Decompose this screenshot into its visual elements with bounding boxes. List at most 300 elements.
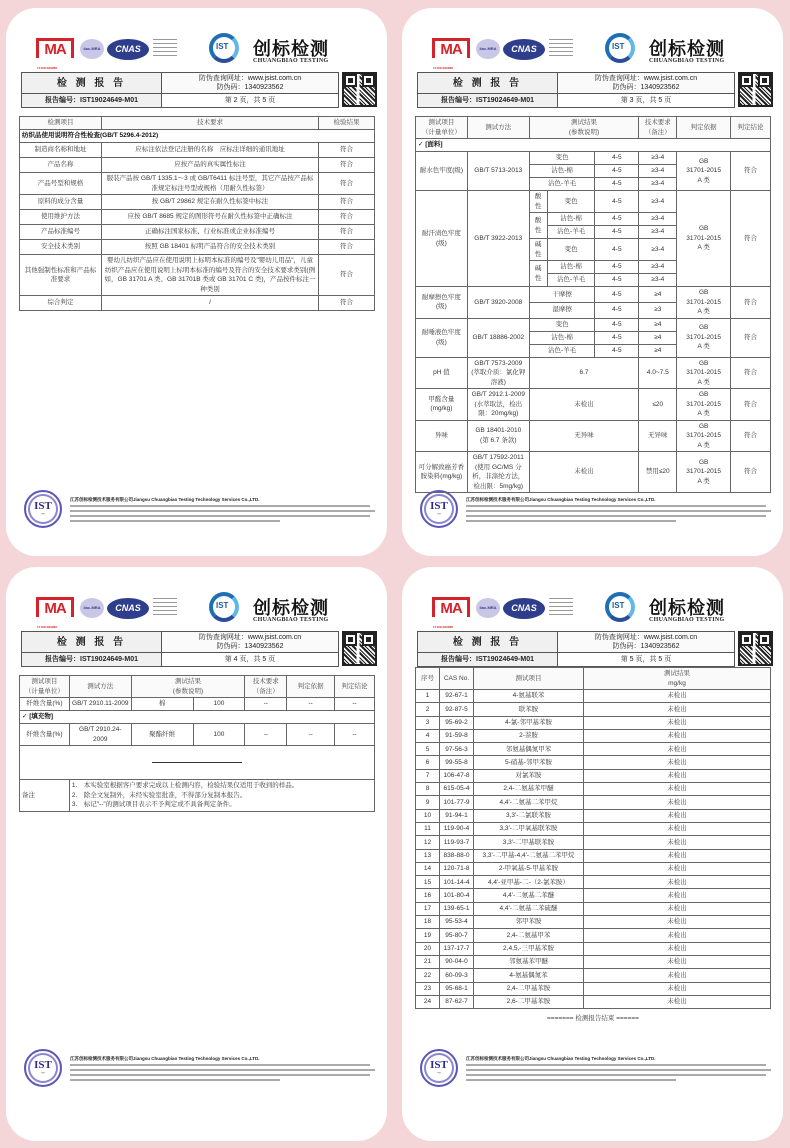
table-cell: 3,3'-二甲氧基联苯胺 xyxy=(474,822,584,835)
table-cell: 16 xyxy=(416,889,440,902)
table-cell: 4-5 xyxy=(595,165,639,178)
column-header: 测试项目 xyxy=(474,668,584,690)
table-cell: 20 xyxy=(416,942,440,955)
table-cell: 未检出 xyxy=(584,836,771,849)
table-cell: 耐唾液色牢度 (级) xyxy=(416,318,468,357)
table-cell: 耐水色牢度(级) xyxy=(416,152,468,191)
report-header-box xyxy=(417,631,735,667)
table-row xyxy=(416,769,771,782)
table-cell: 4-5 xyxy=(595,331,639,344)
table-cell: 95-69-2 xyxy=(440,716,474,729)
table-cell: 未检出 xyxy=(584,929,771,942)
table-cell: 异味 xyxy=(416,420,468,452)
table-cell: ≥3-4 xyxy=(639,165,677,178)
table-cell: 2-萘胺 xyxy=(474,729,584,742)
table-cell: 符合 xyxy=(319,225,375,240)
azo-amine-table xyxy=(415,667,771,1009)
table-row xyxy=(416,822,771,835)
column-header: 判定依据 xyxy=(287,676,335,698)
table-cell: 变色 xyxy=(547,239,595,261)
table-cell: 2,4-二甲基苯胺 xyxy=(474,982,584,995)
table-cell: 95-68-1 xyxy=(440,982,474,995)
table-cell: ≥3 xyxy=(639,302,677,318)
table-cell: 未检出 xyxy=(584,716,771,729)
table-cell: 耐汗渍色牢度 (级) xyxy=(416,191,468,287)
divider xyxy=(152,762,242,763)
table-cell: GB/T 17592-2011 (使用 GC/MS 分析，非涤纶方法，检出限：5mg/kg) xyxy=(467,452,529,493)
table-cell: 3,3'-二甲基-4,4'-二氨基二苯甲烷 xyxy=(474,849,584,862)
table-cell: 60-09-3 xyxy=(440,969,474,982)
ist-seal-icon: IST ━━ xyxy=(420,1049,458,1087)
table-cell: 碱性 xyxy=(529,239,547,261)
table-cell: GB 31701-2015 A 类 xyxy=(677,318,731,357)
table-cell: 未检出 xyxy=(584,756,771,769)
table-cell: ≥3-4 xyxy=(639,226,677,239)
ist-logo-icon: IST xyxy=(209,33,239,63)
table-cell: 应按产品的真实属性标注 xyxy=(102,158,319,173)
report-header-box xyxy=(21,72,339,108)
cma-logo: MA 171011340288 xyxy=(36,597,74,617)
table-row xyxy=(416,287,771,303)
ist-seal-icon: IST ━━ xyxy=(24,1049,62,1087)
page-number: 第 2 页，共 5 页 xyxy=(224,97,276,104)
section-fabric: ✓ [面料] xyxy=(416,139,771,152)
cnas-caption xyxy=(549,39,573,59)
column-header: CAS No. xyxy=(440,668,474,690)
table-cell: 未检出 xyxy=(529,452,639,493)
cnas-logo: CNAS xyxy=(503,39,545,60)
table-cell: ≤20 xyxy=(639,389,677,421)
table-cell: 19 xyxy=(416,929,440,942)
column-header: 技术要求 （备注） xyxy=(245,676,287,698)
table-row xyxy=(416,995,771,1008)
table-row xyxy=(20,143,375,158)
table-cell: 5 xyxy=(416,743,440,756)
table-row xyxy=(416,876,771,889)
table-row xyxy=(20,225,375,240)
table-cell: 未检出 xyxy=(584,955,771,968)
section-filling: ✓ [填充物] xyxy=(20,711,375,724)
table-cell: 100 xyxy=(193,724,245,746)
table-row xyxy=(416,420,771,452)
brand-name: 创标检测 xyxy=(253,598,329,618)
table-cell: 未检出 xyxy=(584,942,771,955)
table-cell: 备注 xyxy=(20,780,70,812)
table-cell: 92-67-1 xyxy=(440,690,474,703)
table-cell: -- xyxy=(287,698,335,711)
footer xyxy=(24,488,374,532)
table-cell: 22 xyxy=(416,969,440,982)
table-cell: 产品号型和规格 xyxy=(20,173,102,195)
page-number: 第 5 页，共 5 页 xyxy=(620,656,672,663)
table-cell: 119-93-7 xyxy=(440,836,474,849)
table-row xyxy=(416,969,771,982)
table-cell: 4-5 xyxy=(595,226,639,239)
table-cell: 符合 xyxy=(319,210,375,225)
table-cell: 137-17-7 xyxy=(440,942,474,955)
column-header: 测试结果 (参数说明) xyxy=(131,676,245,698)
table-cell: 91-94-1 xyxy=(440,809,474,822)
table-row xyxy=(416,729,771,742)
table-cell: 变色 xyxy=(529,152,595,165)
table-cell: 应标注依法登记注册的名称 应标注详细的通讯地址 xyxy=(102,143,319,158)
table-cell: 制造商名称和地址 xyxy=(20,143,102,158)
table-cell: 838-88-0 xyxy=(440,849,474,862)
qr-code[interactable] xyxy=(738,72,773,107)
column-header: 测试结果 mg/kg xyxy=(584,668,771,690)
table-cell: 耐摩擦色牢度 (级) xyxy=(416,287,468,319)
table-cell: 4-5 xyxy=(595,178,639,191)
table-cell: 酸性 xyxy=(529,191,547,213)
table-cell: 应按 GB/T 8685 规定的图形符号在耐久性标签中正确标注 xyxy=(102,210,319,225)
column-header: 测试结果 (参数说明) xyxy=(529,117,639,139)
table-cell: 6.7 xyxy=(529,357,639,389)
table-cell: 23 xyxy=(416,982,440,995)
table-cell: 干摩擦 xyxy=(529,287,595,303)
table-cell: 2,6-二甲基苯胺 xyxy=(474,995,584,1008)
footer xyxy=(24,1047,374,1091)
table-cell: 3 xyxy=(416,716,440,729)
table-row xyxy=(416,716,771,729)
ilac-mra-logo: ilac-MRA xyxy=(80,39,104,59)
table-cell: 4-5 xyxy=(595,274,639,287)
table-cell: ≥3-4 xyxy=(639,178,677,191)
table-cell: 4 xyxy=(416,729,440,742)
brand-name: 创标检测 xyxy=(649,598,725,618)
brand-name-en: CHUANGBIAO TESTING xyxy=(253,617,329,623)
table-row xyxy=(20,698,375,711)
table-cell: 未检出 xyxy=(584,969,771,982)
footer xyxy=(420,488,770,532)
table-cell: 服装产品按 GB/T 1335.1～3 或 GB/T6411 标注号型，其它产品按产品标准规定标注号型或规格（用耐久性标签） xyxy=(102,173,319,195)
table-row xyxy=(416,955,771,968)
fabric-test-table xyxy=(415,116,771,493)
table-cell: 沾色-棉 xyxy=(529,331,595,344)
table-cell: GB/T 3922-2013 xyxy=(467,191,529,287)
table-cell: 安全技术类别 xyxy=(20,240,102,255)
table-cell: 无异味 xyxy=(529,420,639,452)
table-row xyxy=(416,942,771,955)
table-row xyxy=(416,889,771,902)
table-row xyxy=(416,152,771,165)
table-cell: 2 xyxy=(416,703,440,716)
table-cell: 禁用≤20 xyxy=(639,452,677,493)
table-cell: 12 xyxy=(416,836,440,849)
table-cell: 符合 xyxy=(731,389,771,421)
table-row xyxy=(416,902,771,915)
table-cell: 4-5 xyxy=(595,152,639,165)
report-title: 检 测 报 告 xyxy=(22,632,162,653)
cma-logo: MA 171011340288 xyxy=(36,38,74,58)
brand-name: 创标检测 xyxy=(649,39,725,59)
table-cell: 101-80-4 xyxy=(440,889,474,902)
table-row xyxy=(416,849,771,862)
table-cell: ≥4 xyxy=(639,331,677,344)
separator-row xyxy=(20,746,375,780)
table-row xyxy=(20,195,375,210)
table-cell: ≥4 xyxy=(639,344,677,357)
table-cell: ≥3-4 xyxy=(639,274,677,287)
column-header: 判定结论 xyxy=(731,117,771,139)
table-row xyxy=(416,982,771,995)
column-header: 测试项目 （计量单位） xyxy=(20,676,70,698)
column-header: 判定依据 xyxy=(677,117,731,139)
table-cell: 未检出 xyxy=(584,703,771,716)
table-cell: 使用维护方法 xyxy=(20,210,102,225)
footer xyxy=(420,1047,770,1091)
table-cell: 符合 xyxy=(319,195,375,210)
cma-logo: MA 171011340288 xyxy=(432,597,470,617)
table-cell: 未检出 xyxy=(584,902,771,915)
table-cell: 符合 xyxy=(731,420,771,452)
table-row xyxy=(416,743,771,756)
table-cell: ≥3-4 xyxy=(639,213,677,226)
table-cell: 4,4'-二氨基二苯硫醚 xyxy=(474,902,584,915)
table-cell: 90-04-0 xyxy=(440,955,474,968)
report-page-2 xyxy=(6,8,387,556)
table-cell: 8 xyxy=(416,783,440,796)
table-cell: 87-62-7 xyxy=(440,995,474,1008)
table-cell: 4-5 xyxy=(595,302,639,318)
table-cell: 未检出 xyxy=(584,916,771,929)
table-cell: 原料的成分含量 xyxy=(20,195,102,210)
table-cell: 符合 xyxy=(731,318,771,357)
table-cell: 17 xyxy=(416,902,440,915)
table-cell: 沾色-棉 xyxy=(547,261,595,274)
table-cell: 未检出 xyxy=(584,982,771,995)
verify-info: 防伪查询网址：www.jsist.com.cn 防伪码：1340923562 xyxy=(162,632,338,653)
report-header-box xyxy=(417,72,735,108)
table-cell: 邻氨基偶氮甲苯 xyxy=(474,743,584,756)
table-cell: ≥3-4 xyxy=(639,239,677,261)
table-cell: pH 值 xyxy=(416,357,468,389)
table-cell: 4-5 xyxy=(595,344,639,357)
table-row xyxy=(416,929,771,942)
table-row xyxy=(416,690,771,703)
table-cell: 符合 xyxy=(319,255,375,296)
table-cell: 符合 xyxy=(319,296,375,311)
verify-info: 防伪查询网址：www.jsist.com.cn 防伪码：1340923562 xyxy=(558,632,734,653)
table-cell: 未检出 xyxy=(584,769,771,782)
table-cell: 4-氨基偶氮苯 xyxy=(474,969,584,982)
table-cell: 邻甲苯胺 xyxy=(474,916,584,929)
table-cell: 4-5 xyxy=(595,191,639,213)
fiber-content-table xyxy=(19,675,375,812)
column-header: 测试方法 xyxy=(69,676,131,698)
table-cell: 615-05-4 xyxy=(440,783,474,796)
table-row xyxy=(20,158,375,173)
table-cell: 4,4'-二氨基二苯甲烷 xyxy=(474,796,584,809)
table-cell: 97-56-3 xyxy=(440,743,474,756)
report-page-5 xyxy=(402,567,783,1141)
footer-company: 江苏创标检测技术服务有限公司Jiangsu Chuangbiao Testing Technology Services Co.,LTD. xyxy=(466,1056,656,1061)
table-cell: 4-5 xyxy=(595,239,639,261)
table-cell: -- xyxy=(335,698,375,711)
table-cell: 甲醛含量 (mg/kg) xyxy=(416,389,468,421)
table-cell: 15 xyxy=(416,876,440,889)
table-cell: 符合 xyxy=(319,240,375,255)
table-cell: 139-65-1 xyxy=(440,902,474,915)
table-cell: 纤维含量(%) xyxy=(20,724,70,746)
page-number: 第 4 页，共 5 页 xyxy=(224,656,276,663)
table-cell: 未检出 xyxy=(584,743,771,756)
table-cell: 聚酯纤维 xyxy=(131,724,193,746)
table-cell: 4-5 xyxy=(595,287,639,303)
report-page-3 xyxy=(402,8,783,556)
table-row xyxy=(20,173,375,195)
table-cell: GB 31701-2015 A 类 xyxy=(677,287,731,319)
table-cell: 符合 xyxy=(731,287,771,319)
table-cell: / xyxy=(102,296,319,311)
table-cell: 未检出 xyxy=(584,796,771,809)
column-header: 技术要求 xyxy=(102,117,319,130)
table-row xyxy=(20,255,375,296)
table-cell: GB/T 2912.1-2009 (水萃取法，检出限：20mg/kg) xyxy=(467,389,529,421)
table-row xyxy=(416,703,771,716)
table-cell: 4.0~7.5 xyxy=(639,357,677,389)
table-cell: GB/T 3920-2008 xyxy=(467,287,529,319)
table-cell: 4-5 xyxy=(595,213,639,226)
table-cell: 可分解致癌芳香胺染料(mg/kg) xyxy=(416,452,468,493)
table-cell: 120-71-8 xyxy=(440,862,474,875)
ist-seal-icon: IST ━━ xyxy=(24,490,62,528)
cma-logo: MA 171011340288 xyxy=(432,38,470,58)
table-cell: 11 xyxy=(416,822,440,835)
table-cell: GB 31701-2015 A 类 xyxy=(677,152,731,191)
ilac-mra-logo: ilac-MRA xyxy=(476,598,500,618)
table-cell: 5-硝基-邻甲苯胺 xyxy=(474,756,584,769)
table-cell: 4-氨基联苯 xyxy=(474,690,584,703)
report-number: 报告编号：IST19024649-M01 xyxy=(418,653,558,666)
table-cell: ≥3-4 xyxy=(639,191,677,213)
table-cell: 未检出 xyxy=(584,809,771,822)
table-cell: 101-77-9 xyxy=(440,796,474,809)
verify-info: 防伪查询网址：www.jsist.com.cn 防伪码：1340923562 xyxy=(558,73,734,94)
table-cell: 综合判定 xyxy=(20,296,102,311)
table-cell: 10 xyxy=(416,809,440,822)
column-header: 技术要求 （备注） xyxy=(639,117,677,139)
table-cell: 符合 xyxy=(319,173,375,195)
table-cell: 95-53-4 xyxy=(440,916,474,929)
notes-row xyxy=(20,780,375,812)
table-cell: 产品名称 xyxy=(20,158,102,173)
qr-code[interactable] xyxy=(738,631,773,666)
table-cell: 符合 xyxy=(731,357,771,389)
table-cell: 2,4-二氨基苯甲醚 xyxy=(474,783,584,796)
table-cell: GB/T 2910.11-2009 xyxy=(69,698,131,711)
table-cell: 正确标注国家标准、行业标准或企业标准编号 xyxy=(102,225,319,240)
cnas-caption xyxy=(153,598,177,618)
table-cell: ≥3-4 xyxy=(639,152,677,165)
column-header: 测试方法 xyxy=(467,117,529,139)
table-row xyxy=(416,809,771,822)
table-row xyxy=(416,862,771,875)
table-cell: 13 xyxy=(416,849,440,862)
table-row xyxy=(20,724,375,746)
table-cell: 沾色-羊毛 xyxy=(529,178,595,191)
report-title: 检 测 报 告 xyxy=(418,73,558,94)
column-header: 检测项目 xyxy=(20,117,102,130)
table-row xyxy=(416,389,771,421)
table-cell: 3,3'-二甲基联苯胺 xyxy=(474,836,584,849)
table-cell: GB 31701-2015 A 类 xyxy=(677,191,731,287)
table-cell: 1 xyxy=(416,690,440,703)
table-row xyxy=(416,756,771,769)
table-cell: 未检出 xyxy=(529,389,639,421)
report-header-box xyxy=(21,631,339,667)
table-row xyxy=(416,191,771,213)
table-row xyxy=(416,357,771,389)
table-cell: 4-氯-邻甲基苯胺 xyxy=(474,716,584,729)
table-cell: 对氯苯胺 xyxy=(474,769,584,782)
brand-name-en: CHUANGBIAO TESTING xyxy=(649,617,725,623)
table-cell: 符合 xyxy=(731,152,771,191)
table-cell: 未检出 xyxy=(584,876,771,889)
table-cell: 沾色-羊毛 xyxy=(547,226,595,239)
table-cell: 119-90-4 xyxy=(440,822,474,835)
table-cell: 纤维含量(%) xyxy=(20,698,70,711)
table-cell: 沾色-羊毛 xyxy=(547,274,595,287)
table-cell: 未检出 xyxy=(584,690,771,703)
table-cell: -- xyxy=(287,724,335,746)
table-cell: 101-14-4 xyxy=(440,876,474,889)
table-row xyxy=(20,210,375,225)
table-cell: ≥4 xyxy=(639,318,677,331)
table-cell: 联苯胺 xyxy=(474,703,584,716)
table-cell: 按 GB/T 29862 规定在耐久性标签中标注 xyxy=(102,195,319,210)
table-cell: 符合 xyxy=(319,143,375,158)
table-cell: 未检出 xyxy=(584,862,771,875)
report-number: 报告编号：IST19024649-M01 xyxy=(22,94,162,107)
table-cell: 未检出 xyxy=(584,889,771,902)
table-cell: 未检出 xyxy=(584,995,771,1008)
table-cell: GB 31701-2015 A 类 xyxy=(677,452,731,493)
ist-logo-icon: IST xyxy=(209,592,239,622)
page-number: 第 3 页，共 5 页 xyxy=(620,97,672,104)
report-end-marker: ======= 检测报告结束 ====== xyxy=(547,1015,639,1022)
table-cell: 9 xyxy=(416,796,440,809)
column-header: 检验结果 xyxy=(319,117,375,130)
table-cell: GB 31701-2015 A 类 xyxy=(677,420,731,452)
table-cell: ≥4 xyxy=(639,287,677,303)
table-cell: 91-59-8 xyxy=(440,729,474,742)
cnas-caption xyxy=(549,598,573,618)
ilac-mra-logo: ilac-MRA xyxy=(476,39,500,59)
table-cell: 未检出 xyxy=(584,729,771,742)
table-cell: 沾色-羊毛 xyxy=(529,344,595,357)
table-cell: 7 xyxy=(416,769,440,782)
table-cell: GB/T 18886-2002 xyxy=(467,318,529,357)
table-cell: GB 31701-2015 A 类 xyxy=(677,389,731,421)
footer-company: 江苏创标检测技术服务有限公司Jiangsu Chuangbiao Testing Technology Services Co.,LTD. xyxy=(70,1056,260,1061)
table-cell: GB 18401-2010 (第 6.7 条款) xyxy=(467,420,529,452)
table-cell: 符合 xyxy=(731,452,771,493)
table-cell: 沾色-棉 xyxy=(529,165,595,178)
table-cell: 碱性 xyxy=(529,261,547,287)
table-cell: 酸性 xyxy=(529,213,547,239)
table-cell: 其他强制性标准和产品标准要求 xyxy=(20,255,102,296)
brand-name-en: CHUANGBIAO TESTING xyxy=(253,58,329,64)
table-cell: -- xyxy=(245,724,287,746)
qr-code[interactable] xyxy=(342,72,377,107)
report-number: 报告编号：IST19024649-M01 xyxy=(418,94,558,107)
column-header: 测试项目 （计量单位） xyxy=(416,117,468,139)
qr-code[interactable] xyxy=(342,631,377,666)
table-cell: 变色 xyxy=(547,191,595,213)
table-row xyxy=(416,796,771,809)
ist-seal-icon: IST ━━ xyxy=(420,490,458,528)
table-cell: 14 xyxy=(416,862,440,875)
